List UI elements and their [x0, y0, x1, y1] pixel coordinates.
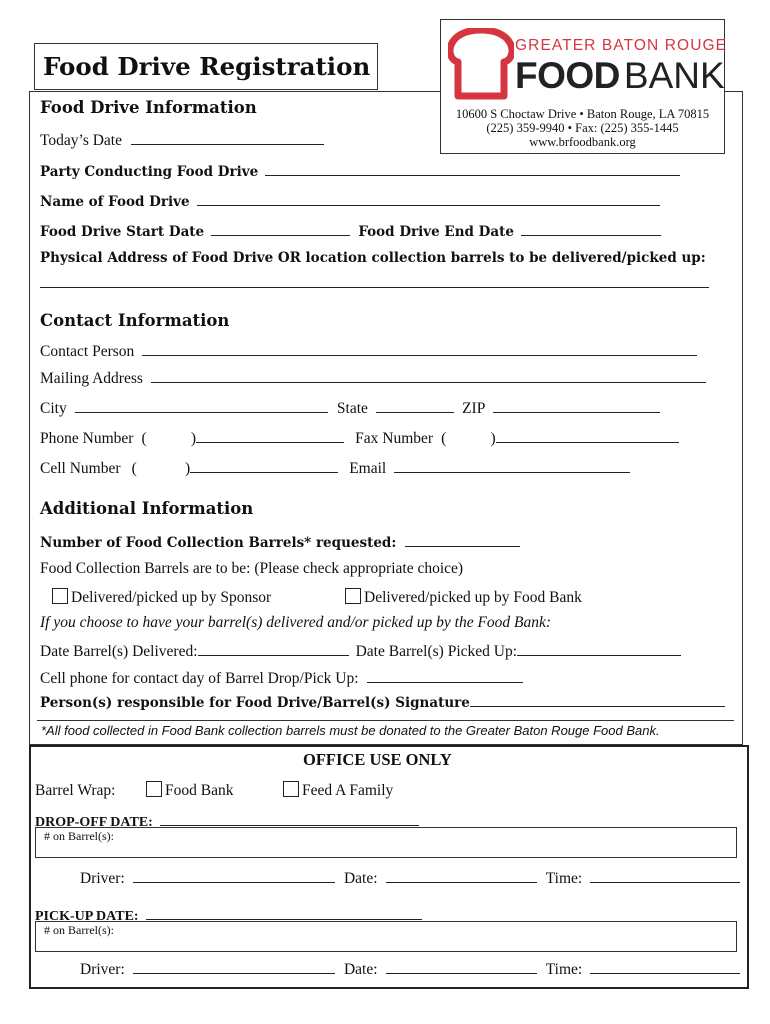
drop-off-driver-label: Driver: [80, 870, 125, 887]
food-drive-name-field[interactable] [197, 193, 660, 206]
pick-up-time-label: Time: [545, 961, 583, 978]
signature-field[interactable] [470, 694, 725, 707]
cell-label: Cell Number [40, 460, 121, 477]
page-title: Food Drive Registration [43, 52, 371, 81]
state-field[interactable] [376, 400, 454, 413]
fax-area-close: ) [490, 430, 496, 447]
food-drive-name-label: Name of Food Drive [40, 194, 190, 210]
barrels-choice-label: Food Collection Barrels are to be: (Please check appropriate choice) [40, 560, 464, 577]
fax-area-open: ( [441, 430, 447, 447]
contact-info-heading: Contact Information [40, 311, 230, 330]
phone-text: (225) 359-9940 • Fax: (225) 355-1445 [486, 121, 679, 135]
mailing-address-label: Mailing Address [40, 370, 143, 387]
drop-off-date-field[interactable] [386, 870, 537, 883]
wrap-family-checkbox[interactable] [283, 781, 299, 797]
contact-person-field[interactable] [142, 343, 697, 356]
wrap-food-bank-checkbox[interactable] [146, 781, 162, 797]
phone-field[interactable] [196, 430, 344, 443]
drop-off-field[interactable] [160, 813, 419, 826]
office-use-heading: OFFICE USE ONLY [303, 750, 452, 769]
logo-food: FOOD [515, 55, 620, 96]
bread-logo-icon [448, 28, 514, 100]
party-label: Party Conducting Food Drive [40, 164, 259, 180]
end-date-label: Food Drive End Date [358, 224, 514, 240]
email-label: Email [349, 460, 387, 477]
state-label: State [336, 400, 368, 417]
address-location-label: Physical Address of Food Drive OR location collection barrels to be delivered/picked up: [40, 250, 706, 266]
signature-label: Person(s) responsible for Food Drive/Barrel(s) Signature [40, 695, 470, 711]
cell-contact-field[interactable] [367, 670, 523, 683]
email-field[interactable] [394, 460, 630, 473]
food-drive-info-heading: Food Drive Information [40, 98, 257, 117]
pick-up-time-field[interactable] [590, 961, 740, 974]
drop-off-date-label: Date: [343, 870, 378, 887]
pick-up-barrels-label: # on Barrel(s): [44, 923, 114, 937]
additional-info-heading: Additional Information [40, 499, 254, 518]
phone-label: Phone Number [40, 430, 134, 447]
delivery-note: If you choose to have your barrel(s) delivered and/or picked up by the Food Bank: [40, 614, 552, 631]
logo-box [440, 19, 728, 154]
address-text: 10600 S Choctaw Drive • Baton Rouge, LA 70815 [455, 107, 710, 121]
pick-up-driver-field[interactable] [133, 961, 335, 974]
fax-field[interactable] [496, 430, 679, 443]
wrap-food-bank-label: Food Bank [165, 782, 234, 799]
barrels-requested-field[interactable] [405, 534, 520, 547]
party-field[interactable] [265, 163, 680, 176]
zip-label: ZIP [462, 400, 486, 417]
date-picked-up-label: Date Barrel(s) Picked Up: [355, 643, 518, 660]
cell-contact-label: Cell phone for contact day of Barrel Drop/Pick Up: [40, 670, 359, 687]
phone-area-close: ) [190, 430, 197, 447]
phone-area-open: ( [141, 430, 147, 447]
pick-up-label: PICK-UP DATE: [35, 909, 139, 924]
date-picked-up-field[interactable] [517, 643, 681, 656]
wrap-family-label: Feed A Family [302, 782, 394, 799]
food-bank-option-label: Delivered/picked up by Food Bank [364, 589, 582, 606]
drop-off-time-label: Time: [545, 870, 583, 887]
drop-off-driver-field[interactable] [133, 870, 335, 883]
todays-date-label: Today’s Date [40, 132, 122, 149]
barrel-wrap-label: Barrel Wrap: [35, 782, 116, 799]
address-location-field[interactable] [40, 275, 709, 288]
cell-field[interactable] [190, 460, 338, 473]
cell-area-close: ) [184, 460, 191, 477]
fax-label: Fax Number [355, 430, 434, 447]
drop-off-barrels-box[interactable] [35, 827, 737, 858]
city-field[interactable] [75, 400, 328, 413]
cell-area-open: ( [131, 460, 137, 477]
pick-up-date-label: Date: [343, 961, 378, 978]
drop-off-barrels-label: # on Barrel(s): [44, 829, 114, 843]
date-delivered-field[interactable] [198, 643, 349, 656]
logo-bank: BANK [623, 55, 725, 96]
website-text[interactable]: www.brfoodbank.org [529, 135, 636, 149]
date-delivered-label: Date Barrel(s) Delivered: [40, 643, 198, 660]
drop-off-time-field[interactable] [590, 870, 740, 883]
todays-date-field[interactable] [131, 132, 324, 145]
pick-up-driver-label: Driver: [80, 961, 125, 978]
city-label: City [40, 400, 67, 417]
logo-tagline: GREATER BATON ROUGE [515, 37, 728, 54]
sponsor-checkbox[interactable] [52, 588, 68, 604]
start-date-label: Food Drive Start Date [40, 224, 205, 240]
barrels-requested-label: Number of Food Collection Barrels* requested: [40, 535, 397, 551]
pick-up-field[interactable] [146, 907, 422, 920]
end-date-field[interactable] [521, 223, 661, 236]
pick-up-date-field[interactable] [386, 961, 537, 974]
footnote: *All food collected in Food Bank collection barrels must be donated to the Greater Baton Rouge Food Bank. [41, 723, 660, 738]
mailing-address-field[interactable] [151, 370, 706, 383]
contact-person-label: Contact Person [40, 343, 135, 360]
drop-off-label: DROP-OFF DATE: [35, 815, 153, 830]
food-bank-checkbox[interactable] [345, 588, 361, 604]
pick-up-barrels-box[interactable] [35, 921, 737, 952]
zip-field[interactable] [493, 400, 660, 413]
sponsor-option-label: Delivered/picked up by Sponsor [71, 589, 272, 606]
title-box [34, 43, 378, 90]
start-date-field[interactable] [211, 223, 350, 236]
